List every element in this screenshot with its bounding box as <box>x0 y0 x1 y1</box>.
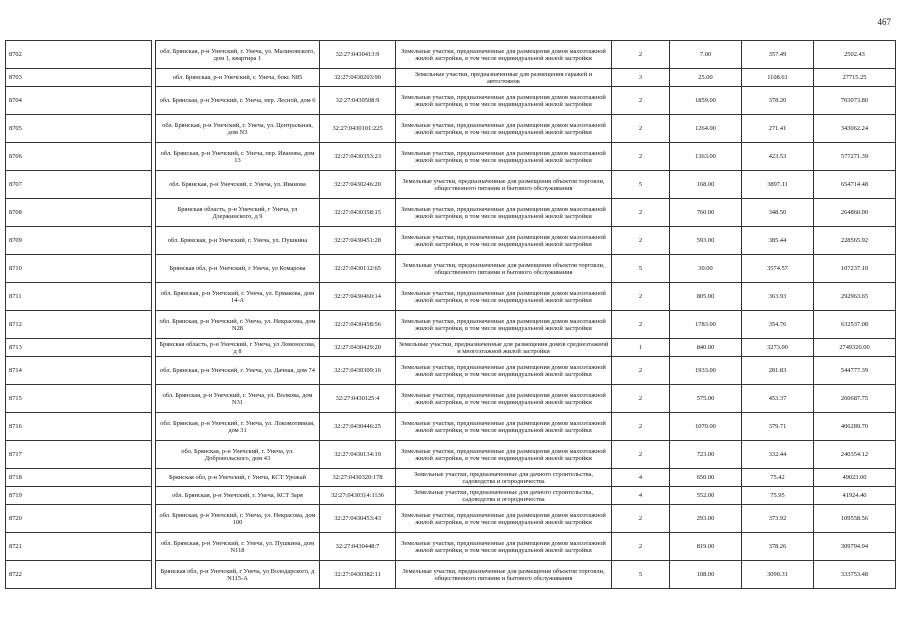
table-row <box>156 69 896 87</box>
value-cell: 632537.08 <box>814 311 896 339</box>
area-cell: 1859.00 <box>670 87 742 115</box>
row-id: 8719 <box>6 487 152 505</box>
cadastral-cell: 32:27:0430134:19 <box>320 441 396 469</box>
address-cell: обл. Брянская, р-н Унечский, г. Унеча, пер. Иванова, дом 13 <box>156 143 320 171</box>
address-cell: обл. Брянская, р-н Унечский, г. Унеча, КСТ Заря <box>156 487 320 505</box>
row-id: 8709 <box>6 227 152 255</box>
rate-cell: 378.26 <box>742 533 814 561</box>
row-id: 8706 <box>6 143 152 171</box>
row-id-cell-row <box>6 413 152 441</box>
row-id-cell-row <box>6 199 152 227</box>
table-row <box>156 227 896 255</box>
row-id: 8718 <box>6 469 152 487</box>
row-id: 8717 <box>6 441 152 469</box>
area-cell: 168.00 <box>670 171 742 199</box>
rate-cell: 3273.00 <box>742 339 814 357</box>
area-cell: 7.00 <box>670 41 742 69</box>
table-row <box>156 469 896 487</box>
rate-cell: 3090.31 <box>742 561 814 589</box>
value-cell: 107237.10 <box>814 255 896 283</box>
rate-cell: 271.41 <box>742 115 814 143</box>
row-id-cell-row <box>6 357 152 385</box>
row-id: 8722 <box>6 561 152 589</box>
purpose-cell: Земельные участки, предназначенные для размещения домов малоэтажной жилой застройки, в том числе индивидуальной жилой застройки <box>396 115 612 143</box>
purpose-cell: Земельные участки, предназначенные для размещения домов малоэтажной жилой застройки, в том числе индивидуальной жилой застройки <box>396 533 612 561</box>
table-row <box>156 413 896 441</box>
group-cell: 5 <box>612 561 670 589</box>
row-id: 8711 <box>6 283 152 311</box>
purpose-cell: Земельные участки, предназначенные для размещения объектов торговли, общественного питания и бытового обслуживания <box>396 255 612 283</box>
page-number: 467 <box>877 17 891 27</box>
address-cell: обл. Брянская, р-н Унечский, г. Унеча, ул. Ермакова, дом 14-А <box>156 283 320 311</box>
group-cell: 1 <box>612 339 670 357</box>
area-cell: 819.00 <box>670 533 742 561</box>
group-cell: 2 <box>612 227 670 255</box>
cadastral-cell: 32:27:0430309:16 <box>320 357 396 385</box>
group-cell: 2 <box>612 413 670 441</box>
area-cell: 108.00 <box>670 561 742 589</box>
rate-cell: 354.76 <box>742 311 814 339</box>
group-cell: 2 <box>612 283 670 311</box>
purpose-cell: Земельные участки, предназначенные для размещения гаражей и автостоянок <box>396 69 612 87</box>
row-id: 8712 <box>6 311 152 339</box>
address-cell: обл. Брянская, р-н Унечский, г. Унеча, бокс N85 <box>156 69 320 87</box>
row-id-cell-row <box>6 469 152 487</box>
row-id: 8721 <box>6 533 152 561</box>
address-cell: обл. Брянская, р-н Унечский, г. Унеча, ул. Некрасова, дом 100 <box>156 505 320 533</box>
purpose-cell: Земельные участки, предназначенные для размещения домов малоэтажной жилой застройки, в том числе индивидуальной жилой застройки <box>396 311 612 339</box>
address-cell: обл. Брянская, р-н Унечский, г. Унеча, ул. Некрасова, дом N28 <box>156 311 320 339</box>
table-row <box>156 357 896 385</box>
table-row <box>156 505 896 533</box>
value-cell: 544777.39 <box>814 357 896 385</box>
table-row <box>156 311 896 339</box>
cadastral-cell: 32:27:0430448:7 <box>320 533 396 561</box>
area-cell: 805.00 <box>670 283 742 311</box>
area-cell: 840.00 <box>670 339 742 357</box>
row-id: 8705 <box>6 115 152 143</box>
address-cell: обл. Брянская, р-н Унечский, г. Унеча, пер. Лесной, дом 6 <box>156 87 320 115</box>
address-cell: обл. Брянская, р-н Унечский, г. Унеча, ул. Пушкина <box>156 227 320 255</box>
rate-cell: 379.71 <box>742 413 814 441</box>
rate-cell: 385.44 <box>742 227 814 255</box>
row-id-cell-row <box>6 171 152 199</box>
group-cell: 4 <box>612 469 670 487</box>
group-cell: 3 <box>612 69 670 87</box>
row-id: 8720 <box>6 505 152 533</box>
value-cell: 343062.24 <box>814 115 896 143</box>
value-cell: 109558.56 <box>814 505 896 533</box>
purpose-cell: Земельные участки, предназначенные для размещения домов малоэтажной жилой застройки, в том числе индивидуальной жилой застройки <box>396 357 612 385</box>
area-cell: 552.00 <box>670 487 742 505</box>
address-cell: Брянская область, р-н Унечский, г Унеча, ул Ломоносова, д 8 <box>156 339 320 357</box>
cadastral-cell: 32:27:0430451:28 <box>320 227 396 255</box>
cadastral-cell: 32:27:0430353:23 <box>320 143 396 171</box>
address-cell: обл. Брянская, р-н Унечский, г. Унеча, ул. Локомотивная, дом 31 <box>156 413 320 441</box>
table-row <box>156 533 896 561</box>
area-cell: 723.00 <box>670 441 742 469</box>
row-id-cell-row <box>6 487 152 505</box>
value-cell: 309794.94 <box>814 533 896 561</box>
cadastral-cell: 32:27:0430320:178 <box>320 469 396 487</box>
address-cell: Брянская область, р-н Унечский, г Унеча, ул Дзержинского, д 9 <box>156 199 320 227</box>
address-cell: обл. Брянская, р-н Унечский, г. Унеча, ул. Малиновского, дом 1, квартира 1 <box>156 41 320 69</box>
rate-cell: 378.20 <box>742 87 814 115</box>
group-cell: 2 <box>612 115 670 143</box>
row-id-cell-row <box>6 69 152 87</box>
row-id-cell-row <box>6 311 152 339</box>
row-id-cell-row <box>6 41 152 69</box>
row-id-cell-row <box>6 115 152 143</box>
address-cell: Брянская обл, р-н Унечский, г Унеча, ул Володарского, д N115-А <box>156 561 320 589</box>
group-cell: 2 <box>612 441 670 469</box>
value-cell: 27715.25 <box>814 69 896 87</box>
area-cell: 30.00 <box>670 255 742 283</box>
row-id-cell-row <box>6 143 152 171</box>
address-cell: Брянская обл, р-н Унечский, г Унеча, КСТ Урожай <box>156 469 320 487</box>
table-row <box>156 561 896 589</box>
purpose-cell: Земельные участки, предназначенные для размещения домов малоэтажной жилой застройки, в том числе индивидуальной жилой застройки <box>396 413 612 441</box>
table-row <box>156 255 896 283</box>
group-cell: 2 <box>612 385 670 413</box>
purpose-cell: Земельные участки, предназначенные для размещения домов малоэтажной жилой застройки, в том числе индивидуальной жилой застройки <box>396 441 612 469</box>
row-id-cell-row <box>6 87 152 115</box>
cadastral-cell: 32:27:0430314:1136 <box>320 487 396 505</box>
row-id-cell-row <box>6 255 152 283</box>
purpose-cell: Земельные участки, предназначенные для размещения объектов торговли, общественного питания и бытового обслуживания <box>396 171 612 199</box>
value-cell: 406289.70 <box>814 413 896 441</box>
address-cell: обл. Брянская, р-н Унечский, г. Унеча, ул. Центральная, дом N3 <box>156 115 320 143</box>
cadastral-cell: 32:27:0430429:20 <box>320 339 396 357</box>
cadastral-cell: 32:27:0430446:25 <box>320 413 396 441</box>
value-cell: 703073.80 <box>814 87 896 115</box>
value-cell: 41924.40 <box>814 487 896 505</box>
row-id-cell-row <box>6 561 152 589</box>
purpose-cell: Земельные участки, предназначенные для размещения домов малоэтажной жилой застройки, в том числе индивидуальной жилой застройки <box>396 227 612 255</box>
value-cell: 577271.39 <box>814 143 896 171</box>
row-id: 8708 <box>6 199 152 227</box>
value-cell: 240354.12 <box>814 441 896 469</box>
row-id-cell-row <box>6 227 152 255</box>
cadastral-cell: 32:27:0430101:225 <box>320 115 396 143</box>
rate-cell: 3574.57 <box>742 255 814 283</box>
address-cell: обл. Брянская, р-н Унечский, г. Унеча, ул. Пушкина, дом N118 <box>156 533 320 561</box>
table-row <box>156 339 896 357</box>
cadastral-cell: 32:27:0430358:15 <box>320 199 396 227</box>
address-cell: Брянская обл, р-н Унечский, г Унеча, ул Комарова <box>156 255 320 283</box>
value-cell: 292963.65 <box>814 283 896 311</box>
table-row <box>156 115 896 143</box>
table-row <box>156 199 896 227</box>
address-cell: обл. Брянская, р-н Унечский, г. Унеча, ул. Дачная, дом 74 <box>156 357 320 385</box>
purpose-cell: Земельные участки, предназначенные для размещения объектов торговли, общественного питания и бытового обслуживания <box>396 561 612 589</box>
value-cell: 49023.00 <box>814 469 896 487</box>
table-row <box>156 87 896 115</box>
address-cell: обл. Брянская, р-н Унечский, г. Унеча, ул. Волкова, дом N31 <box>156 385 320 413</box>
rate-cell: 373.92 <box>742 505 814 533</box>
purpose-cell: Земельные участки, предназначенные для размещения домов малоэтажной жилой застройки, в том числе индивидуальной жилой застройки <box>396 87 612 115</box>
row-id: 8702 <box>6 41 152 69</box>
cadastral-cell: 32:27:0430246:20 <box>320 171 396 199</box>
area-cell: 650.00 <box>670 469 742 487</box>
row-id-cell-row <box>6 505 152 533</box>
row-id: 8704 <box>6 87 152 115</box>
purpose-cell: Земельные участки, предназначенные для дачного строительства, садоводства и огородничества <box>396 469 612 487</box>
table-row <box>156 171 896 199</box>
cadastral-cell: 32:27:0430460:14 <box>320 283 396 311</box>
cadastral-cell: 32:27:0430125:4 <box>320 385 396 413</box>
table-row <box>156 283 896 311</box>
row-id: 8707 <box>6 171 152 199</box>
value-cell: 2502.43 <box>814 41 896 69</box>
area-cell: 25.00 <box>670 69 742 87</box>
group-cell: 2 <box>612 505 670 533</box>
address-cell: обл. Брянская, р-н Унечский, г. Унеча, ул. Добровольского, дом 43 <box>156 441 320 469</box>
area-cell: 1783.00 <box>670 311 742 339</box>
value-cell: 333753.48 <box>814 561 896 589</box>
cadastral-cell: 32:27:0430453:43 <box>320 505 396 533</box>
row-id: 8710 <box>6 255 152 283</box>
group-cell: 2 <box>612 87 670 115</box>
row-id: 8703 <box>6 69 152 87</box>
group-cell: 2 <box>612 311 670 339</box>
rate-cell: 75.95 <box>742 487 814 505</box>
row-id: 8715 <box>6 385 152 413</box>
address-cell: обл. Брянская, р-н Унечский, г. Унеча, ул. Иванова <box>156 171 320 199</box>
area-cell: 760.00 <box>670 199 742 227</box>
rate-cell: 75.42 <box>742 469 814 487</box>
cadastral-cell: 32:27:0430203:90 <box>320 69 396 87</box>
cadastral-cell: 32:27:0430132:65 <box>320 255 396 283</box>
purpose-cell: Земельные участки, предназначенные для размещения домов малоэтажной жилой застройки, в том числе индивидуальной жилой застройки <box>396 385 612 413</box>
row-id: 8716 <box>6 413 152 441</box>
area-cell: 1363.00 <box>670 143 742 171</box>
area-cell: 1264.00 <box>670 115 742 143</box>
rate-cell: 423.53 <box>742 143 814 171</box>
rate-cell: 281.83 <box>742 357 814 385</box>
purpose-cell: Земельные участки, предназначенные для размещения домов малоэтажной жилой застройки, в том числе индивидуальной жилой застройки <box>396 283 612 311</box>
area-cell: 593.00 <box>670 227 742 255</box>
table-row <box>156 385 896 413</box>
cadastral-cell: 32:27:0430458:56 <box>320 311 396 339</box>
value-cell: 264860.00 <box>814 199 896 227</box>
group-cell: 2 <box>612 199 670 227</box>
value-cell: 2749320.00 <box>814 339 896 357</box>
area-cell: 575.00 <box>670 385 742 413</box>
row-id-cell-row <box>6 283 152 311</box>
table-row <box>156 441 896 469</box>
rate-cell: 363.93 <box>742 283 814 311</box>
row-id-column <box>5 40 152 589</box>
group-cell: 2 <box>612 41 670 69</box>
row-id-cell-row <box>6 533 152 561</box>
table-row <box>156 41 896 69</box>
group-cell: 2 <box>612 357 670 385</box>
row-id-cell-row <box>6 385 152 413</box>
cadastral-cell: 32:27:0430508:9 <box>320 87 396 115</box>
row-id-cell-row <box>6 441 152 469</box>
cadastral-cell: 32:27:0430413:9 <box>320 41 396 69</box>
rate-cell: 332.44 <box>742 441 814 469</box>
purpose-cell: Земельные участки, предназначенные для размещения домов среднеэтажной и многоэтажной жилой застройки <box>396 339 612 357</box>
group-cell: 2 <box>612 533 670 561</box>
row-id-cell-row <box>6 339 152 357</box>
cadastral-cell: 32:27:0430382:11 <box>320 561 396 589</box>
rate-cell: 1108.61 <box>742 69 814 87</box>
value-cell: 260687.75 <box>814 385 896 413</box>
group-cell: 5 <box>612 255 670 283</box>
rate-cell: 348.50 <box>742 199 814 227</box>
value-cell: 654714.48 <box>814 171 896 199</box>
table-row <box>156 487 896 505</box>
purpose-cell: Земельные участки, предназначенные для размещения домов малоэтажной жилой застройки, в том числе индивидуальной жилой застройки <box>396 199 612 227</box>
group-cell: 2 <box>612 143 670 171</box>
row-id: 8714 <box>6 357 152 385</box>
area-cell: 293.00 <box>670 505 742 533</box>
purpose-cell: Земельные участки, предназначенные для размещения домов малоэтажной жилой застройки, в том числе индивидуальной жилой застройки <box>396 143 612 171</box>
table-row <box>156 143 896 171</box>
land-parcel-table <box>155 40 896 589</box>
area-cell: 1070.00 <box>670 413 742 441</box>
purpose-cell: Земельные участки, предназначенные для дачного строительства, садоводства и огородничества <box>396 487 612 505</box>
rate-cell: 3897.11 <box>742 171 814 199</box>
group-cell: 5 <box>612 171 670 199</box>
group-cell: 4 <box>612 487 670 505</box>
rate-cell: 453.37 <box>742 385 814 413</box>
area-cell: 1933.00 <box>670 357 742 385</box>
value-cell: 228565.92 <box>814 227 896 255</box>
purpose-cell: Земельные участки, предназначенные для размещения домов малоэтажной жилой застройки, в том числе индивидуальной жилой застройки <box>396 41 612 69</box>
row-id: 8713 <box>6 339 152 357</box>
rate-cell: 357.49 <box>742 41 814 69</box>
purpose-cell: Земельные участки, предназначенные для размещения домов малоэтажной жилой застройки, в том числе индивидуальной жилой застройки <box>396 505 612 533</box>
